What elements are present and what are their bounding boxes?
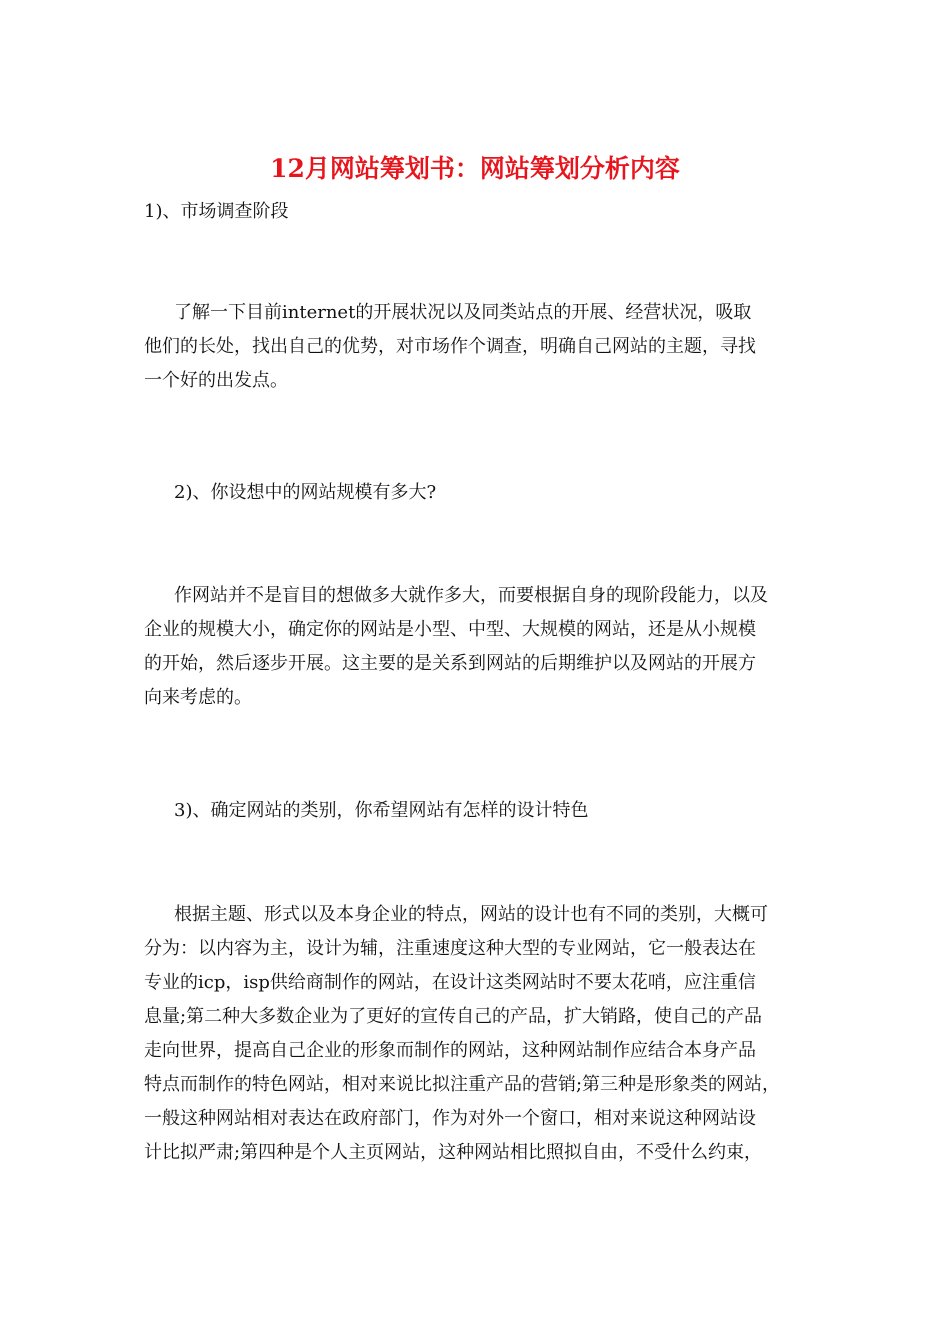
section-3-paragraph (144, 898, 834, 1170)
section-2-heading: 2)、你设想中的网站规模有多大? (174, 482, 437, 503)
paragraph-line: 分为：以内容为主，设计为辅，注重速度这种大型的专业网站，它一般表达在 (144, 938, 756, 959)
paragraph-line: 一般这种网站相对表达在政府部门，作为对外一个窗口，相对来说这种网站设 (144, 1108, 756, 1129)
section-1-heading: 1)、市场调查阶段 (144, 201, 289, 222)
paragraph-line: 专业的icp，isp供给商制作的网站，在设计这类网站时不要太花哨，应注重信 (144, 972, 756, 993)
section-1-paragraph (144, 296, 834, 398)
paragraph-line: 他们的长处，找出自己的优势，对市场作个调查，明确自己网站的主题，寻找 (144, 336, 756, 357)
paragraph-line: 向来考虑的。 (144, 687, 252, 708)
paragraph-line: 根据主题、形式以及本身企业的特点，网站的设计也有不同的类别，大概可 (174, 904, 768, 925)
section-3-heading: 3)、确定网站的类别，你希望网站有怎样的设计特色 (174, 800, 589, 821)
paragraph-line: 计比拟严肃;第四种是个人主页网站，这种网站相比照拟自由，不受什么约束， (144, 1142, 763, 1163)
paragraph-line: 特点而制作的特色网站，相对来说比拟注重产品的营销;第三种是形象类的网站， (144, 1074, 781, 1095)
paragraph-line: 企业的规模大小，确定你的网站是小型、中型、大规模的网站，还是从小规模 (144, 619, 756, 640)
section-2-paragraph (144, 579, 834, 715)
paragraph-line: 一个好的出发点。 (144, 370, 288, 391)
paragraph-line: 作网站并不是盲目的想做多大就作多大，而要根据自身的现阶段能力，以及 (174, 585, 768, 606)
paragraph-line: 了解一下目前internet的开展状况以及同类站点的开展、经营状况，吸取 (174, 302, 752, 323)
page-title: 12月网站筹划书：网站筹划分析内容 (270, 154, 680, 183)
paragraph-line: 息量;第二种大多数企业为了更好的宣传自己的产品，扩大销路，使自己的产品 (144, 1006, 763, 1027)
paragraph-line: 走向世界，提高自己企业的形象而制作的网站，这种网站制作应结合本身产品 (144, 1040, 756, 1061)
paragraph-line: 的开始，然后逐步开展。这主要的是关系到网站的后期维护以及网站的开展方 (144, 653, 756, 674)
